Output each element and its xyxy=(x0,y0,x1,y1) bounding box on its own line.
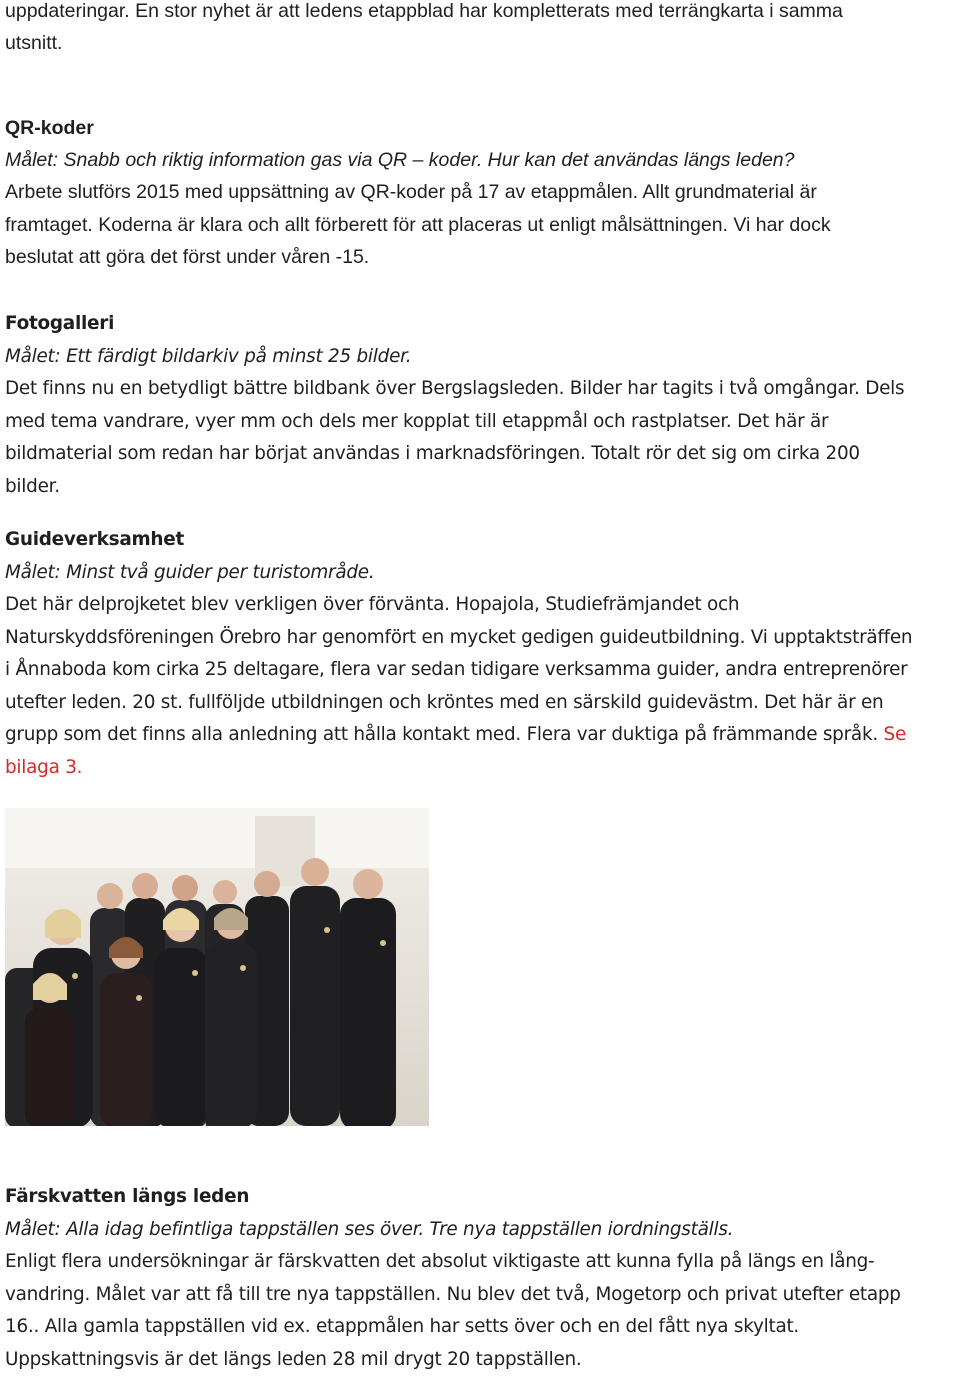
qr-heading: QR-koder xyxy=(5,117,94,139)
vatten-line-3: 16.. Alla gamla tappställen vid ex. etappmålen har setts över och en del fått nya skyltat. xyxy=(5,1316,800,1337)
guide-goal: Målet: Minst två guider per turistområde. xyxy=(5,562,375,583)
appendix-reference-link[interactable]: Se xyxy=(883,724,907,745)
vatten-goal: Målet: Alla idag befintliga tappställen ses över. Tre nya tappställen iordningställs. xyxy=(5,1219,734,1240)
vatten-line-4: Uppskattningsvis är det längs leden 28 mil drygt 20 tappställen. xyxy=(5,1349,582,1370)
guide-line-1: Det här delprojketet blev verkligen över förvänta. Hopajola, Studiefrämjandet och xyxy=(5,594,740,615)
group-photo xyxy=(5,808,429,1126)
foto-line-1: Det finns nu en betydligt bättre bildbank över Bergslagsleden. Bilder har tagits i två omgångar. Dels xyxy=(5,378,905,399)
foto-heading: Fotogalleri xyxy=(5,313,115,334)
intro-line-2: utsnitt. xyxy=(5,32,63,54)
qr-line-3: beslutat att göra det först under våren -15. xyxy=(5,246,370,268)
foto-line-2: med tema vandrare, vyer mm och dels mer kopplat till etappmål och rastplatser. Det här är xyxy=(5,411,829,432)
foto-line-4: bilder. xyxy=(5,476,60,497)
guide-line-2: Naturskyddsföreningen Örebro har genomfört en mycket gedigen guideutbildning. Vi upptaktsträffen xyxy=(5,627,913,648)
group-photo-illustration xyxy=(5,808,429,1126)
qr-line-1: Arbete slutförs 2015 med uppsättning av QR-koder på 17 av etappmålen. Allt grundmaterial är xyxy=(5,181,817,203)
guide-line-4: utefter leden. 20 st. fullföljde utbildningen och kröntes med en särskild guidevästm. Det här är en xyxy=(5,692,884,713)
intro-line-1: uppdateringar. En stor nyhet är att ledens etappblad har kompletterats med terrängkarta i samma xyxy=(5,0,843,22)
vatten-line-1: Enligt flera undersökningar är färskvatten det absolut viktigaste att kunna fylla på längs en lång- xyxy=(5,1251,875,1272)
foto-goal: Målet: Ett färdigt bildarkiv på minst 25 bilder. xyxy=(5,346,412,367)
foto-line-3: bildmaterial som redan har börjat användas i marknadsföringen. Totalt rör det sig om cirka 200 xyxy=(5,443,860,464)
qr-goal: Målet: Snabb och riktig information gas via QR – koder. Hur kan det användas längs leden? xyxy=(5,149,795,171)
qr-line-2: framtaget. Koderna är klara och allt förberett för att placeras ut enligt målsättningen. Vi har dock xyxy=(5,214,831,236)
guide-line-3: i Ånnaboda kom cirka 25 deltagare, flera var sedan tidigare verksamma guider, andra entreprenörer xyxy=(5,659,908,680)
guide-line-5 xyxy=(5,719,906,751)
appendix-reference-continued[interactable]: bilaga 3. xyxy=(5,757,83,778)
vatten-line-2: vandring. Målet var att få till tre nya tappställen. Nu blev det två, Mogetorp och privat utefter etapp xyxy=(5,1284,901,1305)
guide-line-5-text: grupp som det finns alla anledning att hålla kontakt med. Flera var duktiga på främmande språk. xyxy=(5,724,878,745)
vatten-heading: Färskvatten längs leden xyxy=(5,1186,250,1207)
guide-heading: Guideverksamhet xyxy=(5,529,185,550)
